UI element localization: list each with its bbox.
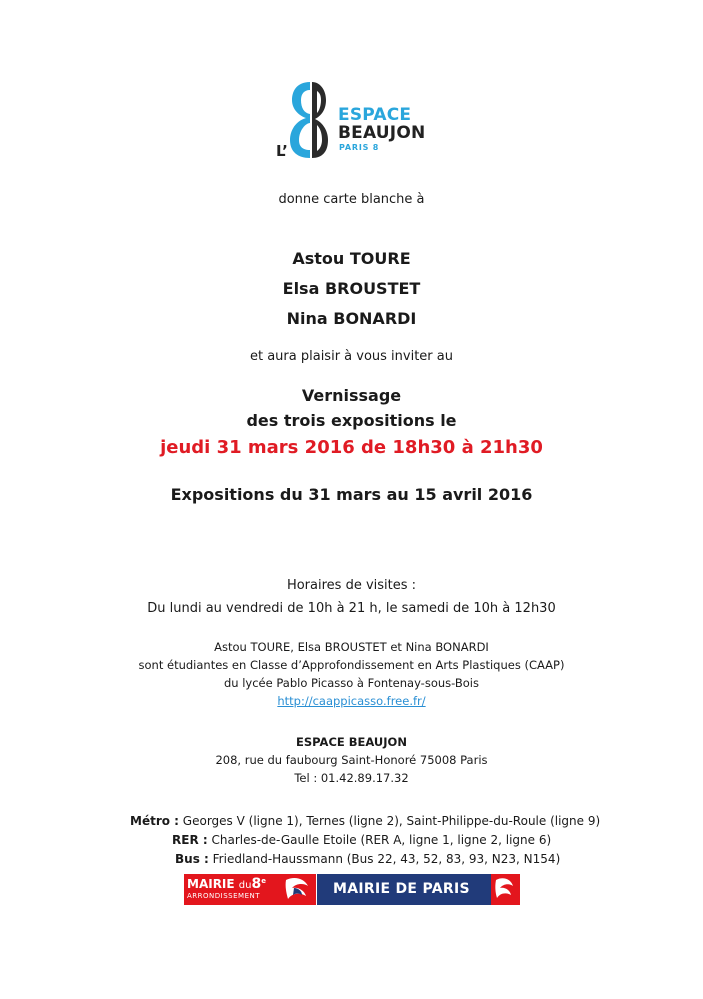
transport-value: Charles-de-Gaulle Etoile (RER A, ligne 1, ligne 2, ligne 6) <box>211 833 552 847</box>
intro-text: donne carte blanche à <box>278 192 425 207</box>
vernissage-date: jeudi 31 mars 2016 de 18h30 à 21h30 <box>160 437 543 458</box>
students-school: du lycée Pablo Picasso à Fontenay-sous-Bois <box>223 676 479 690</box>
horaires-title: Horaires de visites : <box>286 578 417 593</box>
transport-metro <box>130 812 600 831</box>
mairie-sup: e <box>261 877 266 885</box>
students-link-row <box>0 694 703 708</box>
artist-name: Nina BONARDI <box>286 309 417 328</box>
transport-bus <box>130 850 600 869</box>
artist-name: Astou TOURE <box>292 249 411 268</box>
caap-website-link[interactable]: http://caappicasso.free.fr/ <box>277 694 426 708</box>
transport-rer <box>130 831 600 850</box>
mairie-8e-logo <box>184 874 316 905</box>
transport-label: RER : <box>172 833 208 847</box>
espace-beaujon-logo <box>276 80 436 160</box>
transport-value: Georges V (ligne 1), Ternes (ligne 2), Saint-Philippe-du-Roule (ligne 9) <box>182 814 601 828</box>
transport-label: Bus : <box>175 852 209 866</box>
expositions-dates: Expositions du 31 mars au 15 avril 2016 <box>170 485 533 504</box>
mairie-de-paris-text: MAIRIE DE PARIS <box>333 881 470 897</box>
transport-value: Friedland-Haussmann (Bus 22, 43, 52, 83, 93, N23, N154) <box>212 852 561 866</box>
mairie-8e-subtitle: ARRONDISSEMENT <box>187 892 261 900</box>
venue-name: ESPACE BEAUJON <box>296 735 407 749</box>
transport-block <box>130 812 600 869</box>
logo-prefix: L’ <box>276 142 288 160</box>
paris-emblem-icon <box>491 874 520 905</box>
logo-espace: ESPACE <box>338 105 412 125</box>
vernissage-subtitle: des trois expositions le <box>246 411 457 430</box>
invite-text: et aura plaisir à vous inviter au <box>249 349 453 364</box>
horaires-detail: Du lundi au vendredi de 10h à 21 h, le samedi de 10h à 12h30 <box>147 601 556 616</box>
students-class: sont étudiantes en Classe d’Approfondissement en Arts Plastiques (CAAP) <box>138 658 565 672</box>
mairie-number: 8 <box>251 876 262 892</box>
venue-phone: Tel : 01.42.89.17.32 <box>294 771 409 785</box>
mairie-8e-title <box>187 876 266 892</box>
mairie-de-paris-logo <box>317 874 520 905</box>
venue-address: 208, rue du faubourg Saint-Honoré 75008 Paris <box>215 753 488 767</box>
logo-8-mark <box>288 80 330 160</box>
logo-beaujon: BEAUJON <box>338 123 426 143</box>
mairie-word: MAIRIE <box>187 877 235 891</box>
marianne-emblem-icon <box>280 874 316 905</box>
artist-name: Elsa BROUSTET <box>282 279 421 298</box>
logo-paris8: PARIS 8 <box>339 143 380 152</box>
transport-label: Métro : <box>130 814 179 828</box>
vernissage-title: Vernissage <box>301 386 402 405</box>
mairie-du: du <box>238 880 252 891</box>
students-names: Astou TOURE, Elsa BROUSTET et Nina BONARDI <box>214 640 489 654</box>
